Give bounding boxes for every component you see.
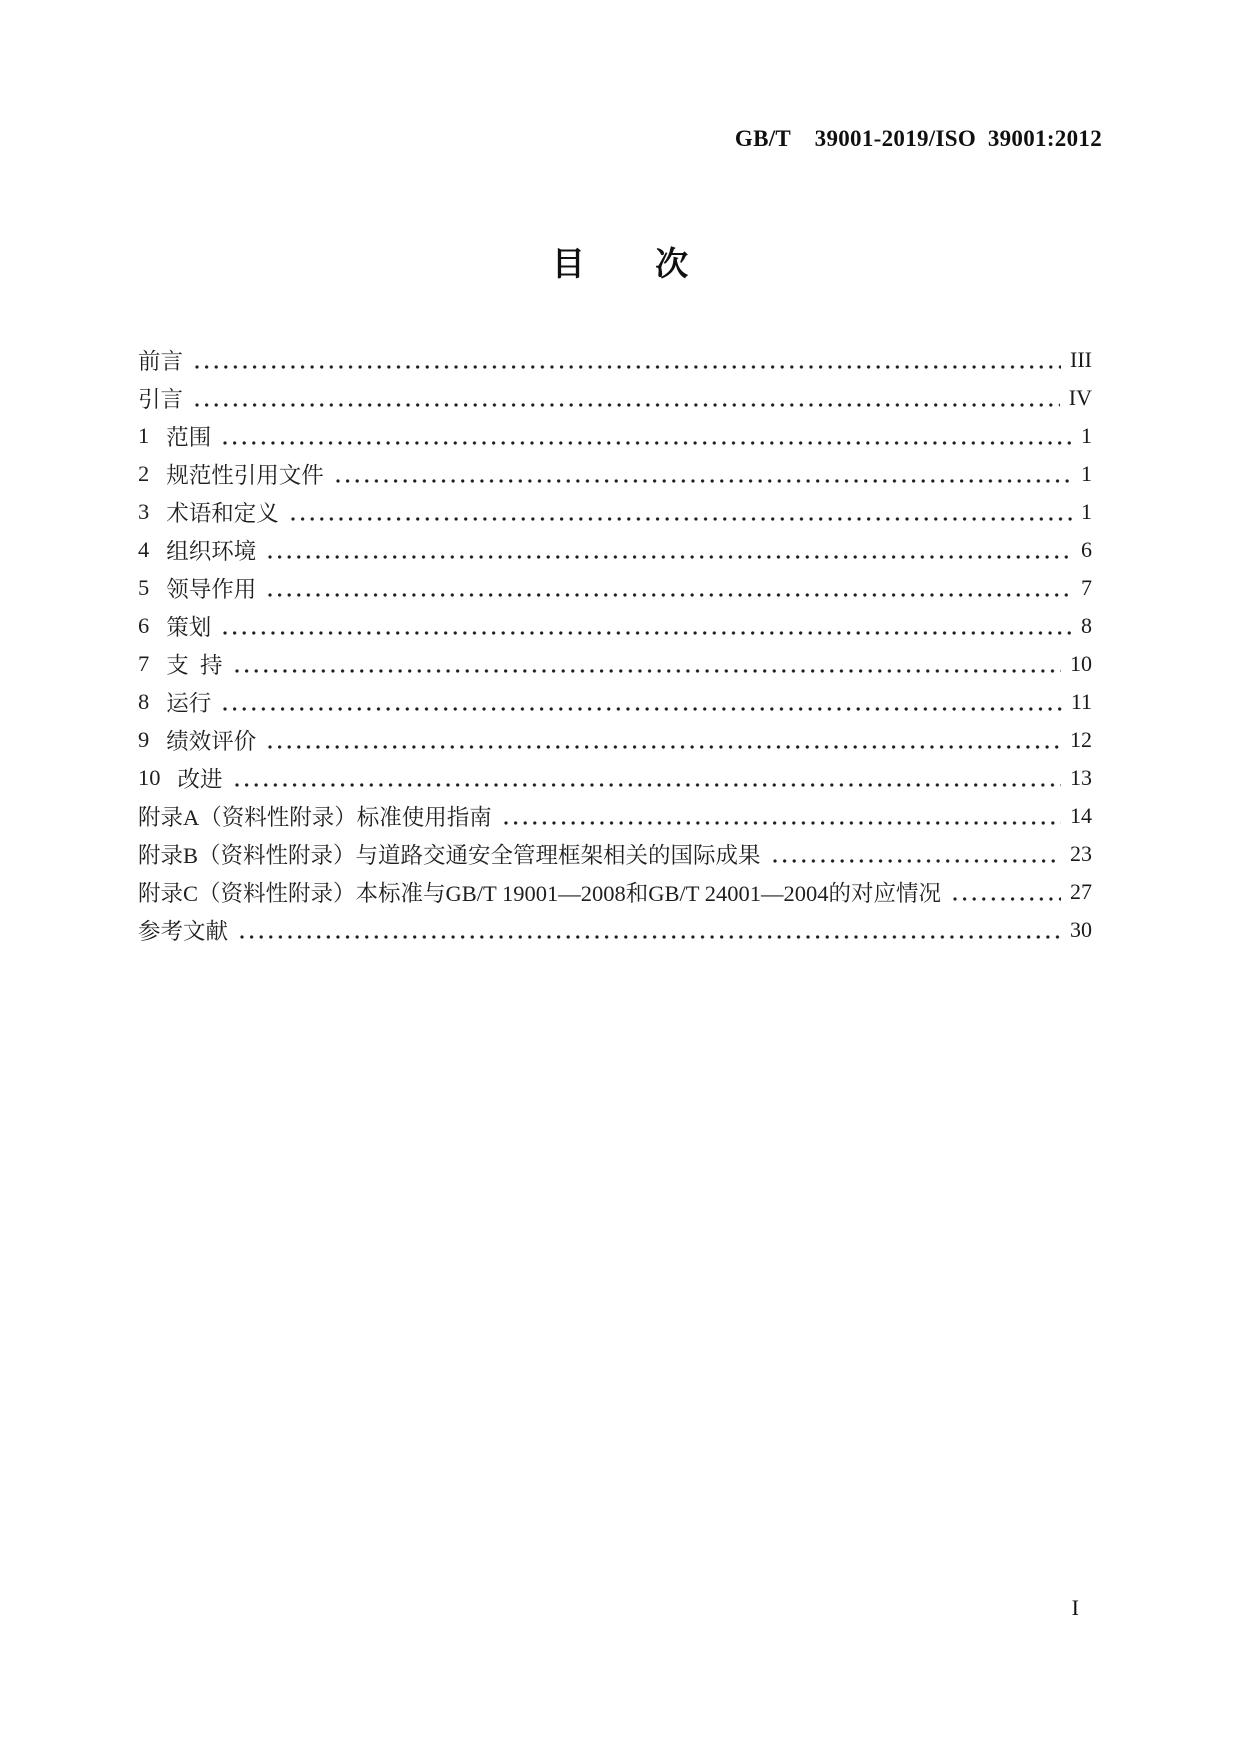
toc-row (138, 493, 1092, 531)
toc-row-number: 9 (138, 727, 150, 752)
table-of-contents (138, 341, 1092, 949)
toc-row-label: 附录B（资料性附录）与道路交通安全管理框架相关的国际成果 (138, 843, 761, 868)
toc-row-label: 改进 (177, 767, 223, 792)
toc-row-number: 4 (138, 537, 150, 562)
toc-row-label: 规范性引用文件 (166, 463, 324, 488)
toc-row (138, 911, 1092, 949)
toc-leader-dots (233, 645, 1061, 683)
toc-page-number: 23 (1070, 841, 1092, 866)
toc-row-label: 参考文献 (138, 919, 229, 944)
toc-leader-dots (221, 607, 1072, 645)
toc-leader-dots (221, 683, 1062, 721)
toc-row-label: 组织环境 (166, 539, 257, 564)
toc-page-number: IV (1068, 385, 1092, 410)
toc-leader-dots (221, 417, 1072, 455)
toc-row-label: 范围 (166, 425, 212, 450)
toc-leader-dots (502, 797, 1061, 835)
toc-row-label: 前言 (138, 349, 184, 374)
toc-row-number: 10 (138, 765, 161, 790)
toc-leader-dots (233, 759, 1061, 797)
toc-leader-dots (238, 911, 1061, 949)
toc-row-label: 术语和定义 (166, 501, 279, 526)
toc-row (138, 417, 1092, 455)
toc-row (138, 607, 1092, 645)
toc-row (138, 341, 1092, 379)
toc-page-number: 1 (1081, 499, 1092, 524)
toc-row (138, 569, 1092, 607)
toc-page-number: 1 (1081, 461, 1092, 486)
footer-page-number: I (1071, 1595, 1079, 1620)
toc-row-label: 附录C（资料性附录）本标准与GB/T 19001—2008和GB/T 24001—2004的对应情况 (138, 881, 941, 906)
toc-leader-dots (771, 835, 1061, 873)
toc-leader-dots (193, 379, 1060, 417)
toc-row-number: 7 (138, 651, 150, 676)
toc-row-label: 绩效评价 (166, 729, 257, 754)
toc-row-label: 运行 (166, 691, 212, 716)
toc-leader-dots (334, 455, 1072, 493)
toc-row (138, 797, 1092, 835)
toc-leader-dots (266, 569, 1072, 607)
toc-row (138, 835, 1092, 873)
toc-page-number: 10 (1070, 651, 1092, 676)
toc-row-number: 2 (138, 461, 150, 486)
toc-row-number: 6 (138, 613, 150, 638)
toc-row-number: 5 (138, 575, 150, 600)
toc-row (138, 531, 1092, 569)
toc-row (138, 759, 1092, 797)
toc-page-number: III (1070, 347, 1092, 372)
toc-page-number: 12 (1070, 727, 1092, 752)
toc-row-label: 领导作用 (166, 577, 257, 602)
toc-row-number: 1 (138, 423, 150, 448)
toc-leader-dots (266, 531, 1072, 569)
toc-row-label: 附录A（资料性附录）标准使用指南 (138, 805, 492, 830)
toc-leader-dots (266, 721, 1061, 759)
toc-row (138, 721, 1092, 759)
toc-row (138, 873, 1092, 911)
toc-row (138, 379, 1092, 417)
toc-leader-dots (193, 341, 1061, 379)
toc-leader-dots (951, 873, 1061, 911)
standard-code-header: GB/T 39001-2019/ISO 39001:2012 (734, 126, 1102, 151)
toc-page-number: 30 (1070, 917, 1092, 942)
toc-page-number: 8 (1081, 613, 1092, 638)
toc-page-number: 6 (1081, 537, 1092, 562)
toc-page-number: 1 (1081, 423, 1092, 448)
toc-page-number: 11 (1070, 689, 1092, 714)
toc-row-label: 策划 (166, 615, 212, 640)
toc-row (138, 645, 1092, 683)
toc-page-number: 7 (1081, 575, 1092, 600)
toc-leader-dots (289, 493, 1072, 531)
toc-row (138, 455, 1092, 493)
toc-row-label: 引言 (138, 387, 184, 412)
toc-page-number: 27 (1070, 879, 1092, 904)
toc-row-number: 3 (138, 499, 150, 524)
toc-page-number: 13 (1070, 765, 1092, 790)
toc-row (138, 683, 1092, 721)
toc-page-number: 14 (1070, 803, 1092, 828)
toc-row-number: 8 (138, 689, 150, 714)
toc-row-label: 支 持 (166, 653, 223, 678)
page-title: 目 次 (551, 247, 689, 283)
